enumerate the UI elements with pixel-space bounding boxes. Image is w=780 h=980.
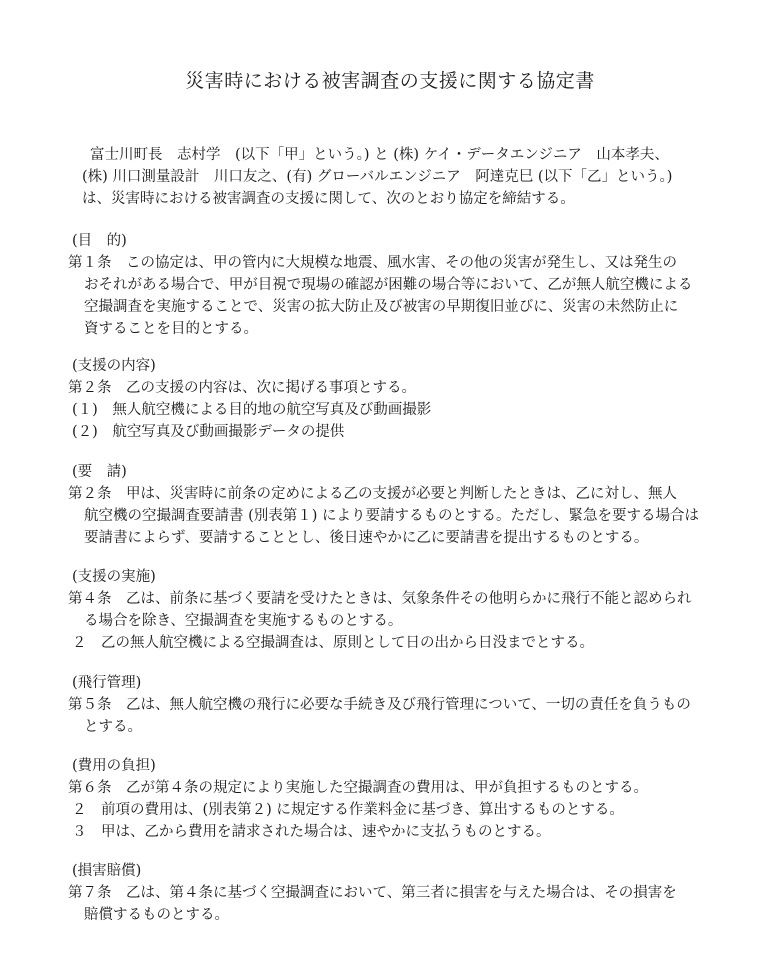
article-line: とする。 bbox=[84, 719, 142, 735]
article-line: 要請書によらず、要請することとし、後日速やかに乙に要請書を提出するものとする。 bbox=[84, 530, 649, 546]
article-paragraph: ３ 甲は、乙から費用を請求された場合は、速やかに支払うものとする。 bbox=[72, 824, 551, 840]
section-heading: (要 請) bbox=[72, 464, 127, 480]
article-line: 資することを目的とする。 bbox=[84, 321, 258, 337]
article-item: (１) 無人航空機による目的地の航空写真及び動画撮影 bbox=[72, 402, 432, 418]
section-heading: (飛行管理) bbox=[72, 675, 142, 691]
article-line: 空撮調査を実施することで、災害の拡大防止及び被害の早期復旧並びに、災害の未然防止に bbox=[84, 299, 679, 315]
article-line: 航空機の空撮調査要請書 (別表第１) により要請するものとする。ただし、緊急を要する場合は bbox=[84, 508, 700, 524]
preamble-line: は、災害時における被害調査の支援に関して、次のとおり協定を締結する。 bbox=[82, 191, 575, 207]
section-heading: (目 的) bbox=[72, 233, 127, 249]
article-line: 賠償するものとする。 bbox=[84, 907, 229, 923]
article-line: 第１条 この協定は、甲の管内に大規模な地震、風水害、その他の災害が発生し、又は発生の bbox=[68, 255, 677, 271]
article-line: おそれがある場合で、甲が目視で現場の確認が困難の場合等において、乙が無人航空機による bbox=[84, 277, 693, 293]
section-heading: (支援の実施) bbox=[72, 569, 156, 585]
article-paragraph: ２ 乙の無人航空機による空撮調査は、原則として日の出から日没までとする。 bbox=[72, 635, 594, 651]
document-title: 災害時における被害調査の支援に関する協定書 bbox=[185, 70, 595, 92]
preamble-line: 富士川町長 志村学 (以下「甲」という。) と (株) ケイ・データエンジニア 山本孝夫、 bbox=[90, 147, 669, 163]
article-line: る場合を除き、空撮調査を実施するものとする。 bbox=[84, 613, 403, 629]
section-heading: (支援の内容) bbox=[72, 358, 156, 374]
article-line: 第４条 乙は、前条に基づく要請を受けたときは、気象条件その他明らかに飛行不能と認められ bbox=[68, 591, 692, 607]
article-line: 第７条 乙は、第４条に基づく空撮調査において、第三者に損害を与えた場合は、その損害を bbox=[68, 885, 677, 901]
article-line: 第５条 乙は、無人航空機の飛行に必要な手続き及び飛行管理について、一切の責任を負うもの bbox=[68, 697, 691, 713]
article-line: 第２条 乙の支援の内容は、次に掲げる事項とする。 bbox=[68, 380, 416, 396]
preamble-line: (株) 川口測量設計 川口友之、(有) グローバルエンジニア 阿達克巳 (以下「乙」という。) bbox=[82, 169, 673, 185]
article-item: (２) 航空写真及び動画撮影データの提供 bbox=[72, 424, 345, 440]
article-line: 第６条 乙が第４条の規定により実施した空撮調査の費用は、甲が負担するものとする。 bbox=[68, 780, 648, 796]
article-line: 第２条 甲は、災害時に前条の定めによる乙の支援が必要と判断したときは、乙に対し、無人 bbox=[68, 486, 677, 502]
section-heading: (費用の負担) bbox=[72, 758, 156, 774]
article-paragraph: ２ 前項の費用は、(別表第２) に規定する作業料金に基づき、算出するものとする。 bbox=[72, 802, 624, 818]
section-heading: (損害賠償) bbox=[72, 863, 142, 879]
